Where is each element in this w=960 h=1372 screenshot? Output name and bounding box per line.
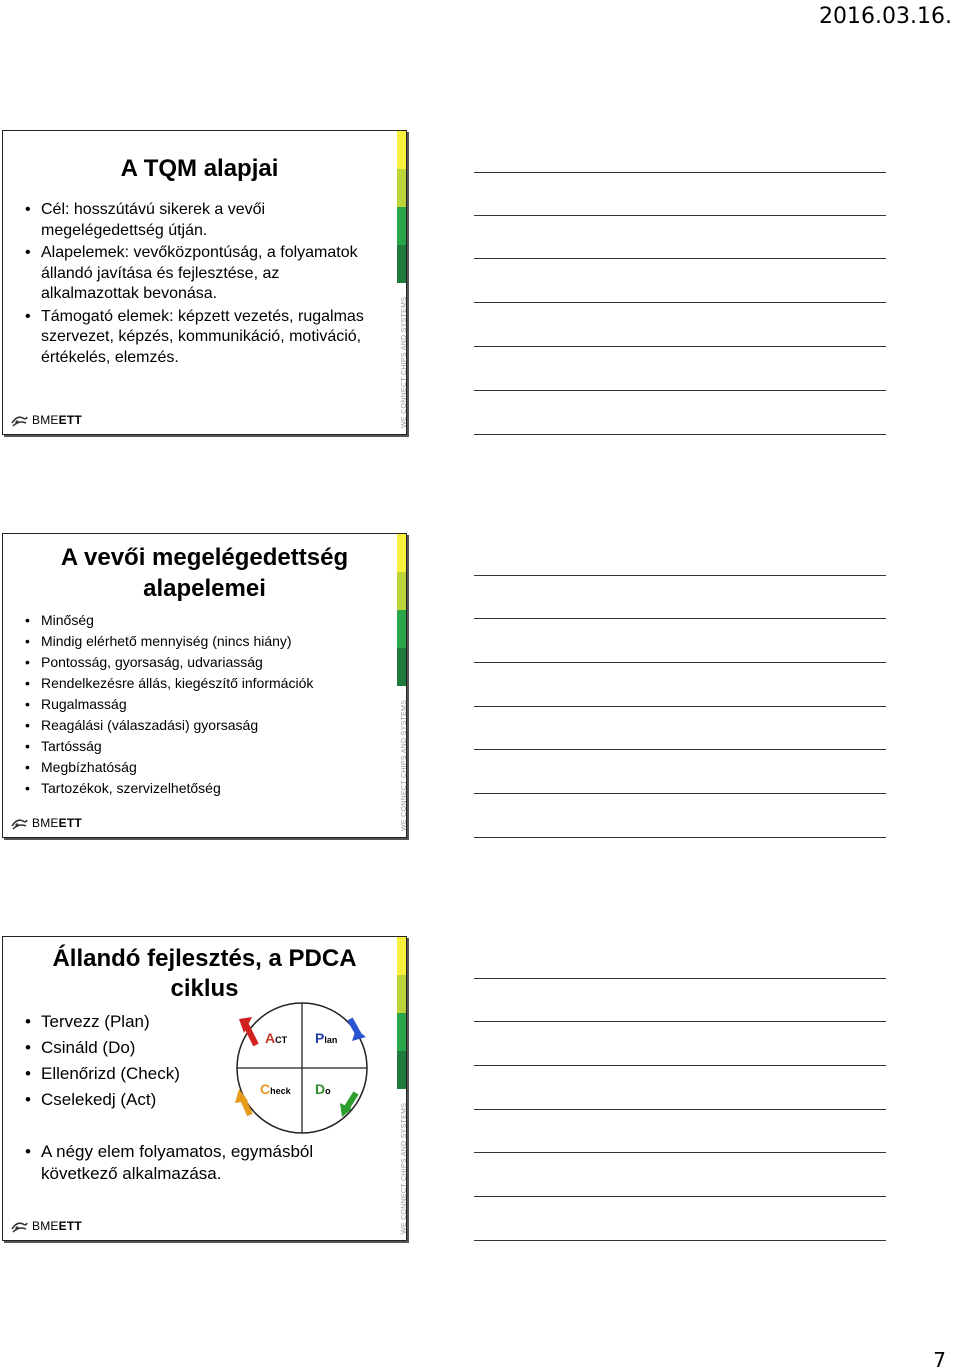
stripe-segment	[397, 975, 406, 1013]
logo-text-plain: BME	[32, 816, 59, 830]
bullet-item: • Rendelkezésre állás, kiegészítő információk	[3, 673, 406, 694]
bullet-item: • Megbízhatóság	[3, 757, 406, 778]
pdca-arrows	[228, 997, 378, 1147]
note-line	[474, 215, 886, 216]
slide-customer-satisfaction	[2, 533, 407, 838]
bullet-item: • A négy elem folyamatos, egymásból következő alkalmazása.	[3, 1141, 343, 1185]
stripe-segment	[397, 937, 406, 975]
arrow-red-icon	[239, 1017, 256, 1045]
note-line	[474, 302, 886, 303]
slide-title: A vevői megelégedettség alapelemei	[60, 544, 349, 602]
note-line	[474, 575, 886, 576]
bullet-item: • Pontosság, gyorsaság, udvariasság	[3, 652, 406, 673]
bullet-list	[3, 610, 406, 799]
note-line	[474, 1196, 886, 1197]
note-line	[474, 434, 886, 435]
bullet-item: • Alapelemek: vevőközpontúság, a folyamatok állandó javítása és fejlesztése, az alkalmazottak bevonása.	[3, 243, 378, 305]
slide-pdca-cycle	[2, 936, 407, 1241]
note-line	[474, 390, 886, 391]
logo-text-bold: ETT	[58, 413, 82, 427]
logo-mark-icon	[11, 414, 28, 427]
note-line	[474, 1065, 886, 1066]
slide-title: Állandó fejlesztés, a PDCA ciklus	[52, 945, 357, 1002]
side-caption: WE CONNECT CHIPS AND SYSTEMS	[401, 296, 408, 428]
note-line	[474, 1021, 886, 1022]
bullet-item: • Tartósság	[3, 736, 406, 757]
stripe-segment	[397, 207, 406, 245]
bullet-item: • Minőség	[3, 610, 406, 631]
bullet-item: • Tartozékok, szervizelhetőség	[3, 778, 406, 799]
note-line	[474, 749, 886, 750]
stripe-segment	[397, 131, 406, 169]
arrow-orange-icon	[235, 1089, 250, 1115]
note-line	[474, 706, 886, 707]
pdca-plan-label: Plan	[315, 1030, 338, 1046]
note-line	[474, 662, 886, 663]
side-caption: WE CONNECT CHIPS AND SYSTEMS	[401, 699, 408, 831]
bullet-list	[3, 200, 406, 368]
note-line	[474, 793, 886, 794]
header-date: 2016.03.16.	[819, 4, 952, 29]
note-line	[474, 1240, 886, 1241]
note-line	[474, 1152, 886, 1153]
side-caption: WE CONNECT CHIPS AND SYSTEMS	[401, 1102, 408, 1234]
bullet-item: • Csináld (Do)	[3, 1035, 203, 1061]
stripe-segment	[397, 572, 406, 610]
pdca-check-label: Check	[260, 1081, 291, 1097]
bullet-item: • Rugalmasság	[3, 694, 406, 715]
page-number: 7	[933, 1348, 946, 1372]
bullet-list	[3, 1009, 203, 1113]
bmeett-logo	[11, 413, 82, 427]
note-line	[474, 258, 886, 259]
arrow-blue-icon	[350, 1019, 366, 1041]
bullet-item: • Cél: hosszútávú sikerek a vevői megelégedettség útján.	[3, 200, 378, 241]
logo-mark-icon	[11, 1220, 28, 1233]
bullet-item: • Tervezz (Plan)	[3, 1009, 203, 1035]
logo-text-bold: ETT	[58, 1219, 82, 1233]
note-line	[474, 346, 886, 347]
pdca-act-label: ACT	[265, 1030, 288, 1046]
slide-title: A TQM alapjai	[120, 155, 279, 182]
stripe-segment	[397, 1013, 406, 1051]
logo-text-plain: BME	[32, 1219, 59, 1233]
bullet-item: • Cselekedj (Act)	[3, 1087, 203, 1113]
note-line	[474, 978, 886, 979]
bullet-item: • Támogató elemek: képzett vezetés, rugalmas szervezet, képzés, kommunikáció, motiváció, értékelés, elemzés.	[3, 307, 378, 369]
bmeett-logo	[11, 816, 82, 830]
bmeett-logo	[11, 1219, 82, 1233]
pdca-do-label: Do	[315, 1081, 331, 1097]
note-line	[474, 172, 886, 173]
logo-mark-icon	[11, 817, 28, 830]
note-line	[474, 1109, 886, 1110]
stripe-segment	[397, 169, 406, 207]
arrow-green-icon	[340, 1093, 356, 1117]
stripe-segment	[397, 534, 406, 572]
bullet-item: • Reagálási (válaszadási) gyorsaság	[3, 715, 406, 736]
note-line	[474, 837, 886, 838]
bullet-item: • Mindig elérhető mennyiség (nincs hiány)	[3, 631, 406, 652]
logo-text-bold: ETT	[58, 816, 82, 830]
bullet-list-summary	[3, 1141, 343, 1185]
note-line	[474, 618, 886, 619]
slide-tqm-basics	[2, 130, 407, 435]
bullet-item: • Ellenőrizd (Check)	[3, 1061, 203, 1087]
logo-text-plain: BME	[32, 413, 59, 427]
